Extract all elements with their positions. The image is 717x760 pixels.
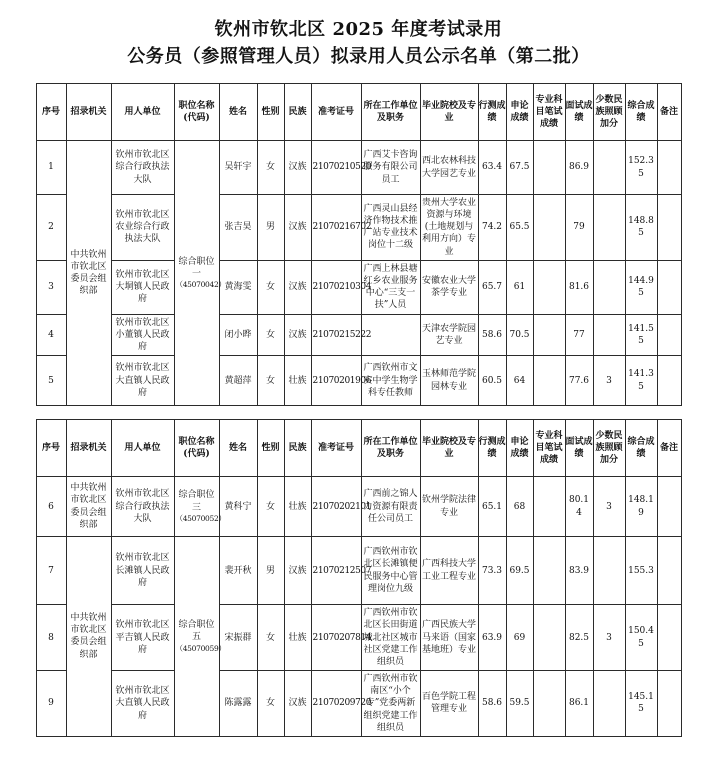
table-row xyxy=(36,605,681,671)
cell-major-written-score xyxy=(533,671,565,737)
cell-minority-bonus xyxy=(593,314,625,355)
column-header: 准考证号 xyxy=(311,420,361,477)
cell-interview-score: 82.5 xyxy=(565,605,593,671)
cell-interview-score: 86.9 xyxy=(565,141,593,195)
column-header: 少数民族照顾加分 xyxy=(593,420,625,477)
cell-gender: 女 xyxy=(257,260,284,314)
cell-ethnicity: 汉族 xyxy=(284,141,311,195)
table-row xyxy=(36,141,681,195)
column-header: 专业科目笔试成绩 xyxy=(533,84,565,141)
cell-exam-no: 21070212507 xyxy=(311,537,361,605)
cell-xingce-score: 58.6 xyxy=(478,314,506,355)
cell-seq: 2 xyxy=(36,195,66,261)
cell-agency: 中共钦州市钦北区委员会组织部 xyxy=(66,537,111,737)
cell-ethnicity: 壮族 xyxy=(284,605,311,671)
cell-name: 陈露露 xyxy=(219,671,257,737)
cell-work-unit: 广西钦州市钦北区长滩镇便民服务中心管理岗位九级 xyxy=(361,537,420,605)
cell-total-score: 148.19 xyxy=(625,477,657,537)
cell-total-score: 141.55 xyxy=(625,314,657,355)
column-header: 序号 xyxy=(36,84,66,141)
cell-school: 钦州学院法律专业 xyxy=(420,477,478,537)
table-row xyxy=(36,671,681,737)
cell-minority-bonus: 3 xyxy=(593,356,625,406)
cell-total-score: 155.3 xyxy=(625,537,657,605)
roster-table-1 xyxy=(36,83,682,406)
cell-total-score: 150.45 xyxy=(625,605,657,671)
cell-school: 安徽农业大学茶学专业 xyxy=(420,260,478,314)
column-header: 性别 xyxy=(257,420,284,477)
position-code: （45070042） xyxy=(175,280,226,290)
cell-shenlun-score: 65.5 xyxy=(506,195,533,261)
cell-work-unit: 广西前之锦人力资源有限责任公司员工 xyxy=(361,477,420,537)
cell-major-written-score xyxy=(533,314,565,355)
cell-employer: 钦州市钦北区长滩镇人民政府 xyxy=(111,537,174,605)
cell-work-unit: 广西上林县塘红乡农业服务中心“三支一扶”人员 xyxy=(361,260,420,314)
table-row xyxy=(36,260,681,314)
cell-total-score: 141.35 xyxy=(625,356,657,406)
cell-ethnicity: 壮族 xyxy=(284,356,311,406)
cell-interview-score: 83.9 xyxy=(565,537,593,605)
cell-employer: 钦州市钦北区农业综合行政执法大队 xyxy=(111,195,174,261)
cell-seq: 1 xyxy=(36,141,66,195)
document-title xyxy=(0,16,717,70)
cell-exam-no: 21070215222 xyxy=(311,314,361,355)
table-row xyxy=(36,195,681,261)
column-header: 序号 xyxy=(36,420,66,477)
cell-employer: 钦州市钦北区平吉镇人民政府 xyxy=(111,605,174,671)
column-header: 姓名 xyxy=(219,420,257,477)
column-header: 民族 xyxy=(284,420,311,477)
cell-total-score: 144.95 xyxy=(625,260,657,314)
cell-xingce-score: 65.1 xyxy=(478,477,506,537)
column-header: 用人单位 xyxy=(111,84,174,141)
column-header: 行测成绩 xyxy=(478,84,506,141)
cell-exam-no: 21070207814 xyxy=(311,605,361,671)
cell-remark xyxy=(657,671,681,737)
document-title-line1: 钦州市钦北区 2025 年度考试录用 xyxy=(214,19,503,40)
cell-seq: 4 xyxy=(36,314,66,355)
document-title-line2: 公务员（参照管理人员）拟录用人员公示名单（第二批） xyxy=(127,46,590,67)
cell-ethnicity: 汉族 xyxy=(284,537,311,605)
cell-work-unit: 广西艾卡咨询服务有限公司员工 xyxy=(361,141,420,195)
cell-employer: 钦州市钦北区大垌镇人民政府 xyxy=(111,260,174,314)
cell-employer: 钦州市钦北区大直镇人民政府 xyxy=(111,356,174,406)
table-row xyxy=(36,477,681,537)
cell-remark xyxy=(657,141,681,195)
cell-position xyxy=(174,477,226,537)
cell-name: 黄海雯 xyxy=(219,260,257,314)
cell-seq: 7 xyxy=(36,537,66,605)
cell-seq: 6 xyxy=(36,477,66,537)
cell-ethnicity: 壮族 xyxy=(284,477,311,537)
cell-work-unit: 广西钦州市钦北区长田街道城北社区城市社区党建工作组织员 xyxy=(361,605,420,671)
column-header: 备注 xyxy=(657,84,681,141)
cell-gender: 女 xyxy=(257,671,284,737)
column-header: 所在工作单位及职务 xyxy=(361,84,420,141)
column-header: 准考证号 xyxy=(311,84,361,141)
cell-minority-bonus xyxy=(593,195,625,261)
position-name: 综合职位五 xyxy=(178,620,215,643)
cell-school: 玉林师范学院园林专业 xyxy=(420,356,478,406)
cell-total-score: 148.85 xyxy=(625,195,657,261)
cell-major-written-score xyxy=(533,605,565,671)
cell-minority-bonus xyxy=(593,537,625,605)
cell-total-score: 152.35 xyxy=(625,141,657,195)
cell-name: 张吉昊 xyxy=(219,195,257,261)
cell-remark xyxy=(657,314,681,355)
cell-major-written-score xyxy=(533,260,565,314)
cell-shenlun-score: 61 xyxy=(506,260,533,314)
cell-exam-no: 21070210520 xyxy=(311,141,361,195)
cell-major-written-score xyxy=(533,477,565,537)
cell-gender: 女 xyxy=(257,477,284,537)
cell-gender: 女 xyxy=(257,356,284,406)
column-header: 备注 xyxy=(657,420,681,477)
column-header: 所在工作单位及职务 xyxy=(361,420,420,477)
cell-exam-no: 21070210304 xyxy=(311,260,361,314)
cell-shenlun-score: 67.5 xyxy=(506,141,533,195)
column-header: 招录机关 xyxy=(66,420,111,477)
position-name: 综合职位三 xyxy=(178,490,215,513)
column-header: 申论成绩 xyxy=(506,84,533,141)
cell-minority-bonus: 3 xyxy=(593,477,625,537)
table-row xyxy=(36,356,681,406)
cell-name: 黄科宁 xyxy=(219,477,257,537)
cell-employer: 钦州市钦北区综合行政执法大队 xyxy=(111,141,174,195)
column-header: 面试成绩 xyxy=(565,84,593,141)
cell-name: 黄超萍 xyxy=(219,356,257,406)
cell-interview-score: 80.14 xyxy=(565,477,593,537)
cell-interview-score: 86.1 xyxy=(565,671,593,737)
column-header: 综合成绩 xyxy=(625,84,657,141)
cell-work-unit: 广西灵山县经济作物技术推广站专业技术岗位十二级 xyxy=(361,195,420,261)
column-header: 毕业院校及专业 xyxy=(420,84,478,141)
cell-gender: 女 xyxy=(257,605,284,671)
cell-gender: 女 xyxy=(257,314,284,355)
cell-xingce-score: 73.3 xyxy=(478,537,506,605)
cell-remark xyxy=(657,356,681,406)
cell-xingce-score: 74.2 xyxy=(478,195,506,261)
column-header: 综合成绩 xyxy=(625,420,657,477)
cell-remark xyxy=(657,537,681,605)
cell-shenlun-score: 70.5 xyxy=(506,314,533,355)
cell-employer: 钦州市钦北区综合行政执法大队 xyxy=(111,477,174,537)
column-header: 姓名 xyxy=(219,84,257,141)
cell-interview-score: 79 xyxy=(565,195,593,261)
cell-minority-bonus xyxy=(593,671,625,737)
column-header: 民族 xyxy=(284,84,311,141)
header-row xyxy=(36,84,681,141)
column-header: 申论成绩 xyxy=(506,420,533,477)
cell-shenlun-score: 69.5 xyxy=(506,537,533,605)
cell-seq: 8 xyxy=(36,605,66,671)
header-row xyxy=(36,420,681,477)
cell-seq: 5 xyxy=(36,356,66,406)
cell-school: 广西民族大学马来语（国家基地班）专业 xyxy=(420,605,478,671)
cell-xingce-score: 63.9 xyxy=(478,605,506,671)
cell-exam-no: 21070201906 xyxy=(311,356,361,406)
column-header: 少数民族照顾加分 xyxy=(593,84,625,141)
cell-ethnicity: 汉族 xyxy=(284,260,311,314)
column-header: 行测成绩 xyxy=(478,420,506,477)
column-header: 毕业院校及专业 xyxy=(420,420,478,477)
column-header: 职位名称(代码) xyxy=(174,420,219,477)
cell-remark xyxy=(657,260,681,314)
cell-xingce-score: 63.4 xyxy=(478,141,506,195)
cell-total-score: 145.15 xyxy=(625,671,657,737)
cell-xingce-score: 65.7 xyxy=(478,260,506,314)
position-code: （45070052） xyxy=(175,513,226,523)
cell-exam-no: 21070202101 xyxy=(311,477,361,537)
column-header: 用人单位 xyxy=(111,420,174,477)
column-header: 面试成绩 xyxy=(565,420,593,477)
table-row xyxy=(36,537,681,605)
cell-interview-score: 77 xyxy=(565,314,593,355)
cell-name: 宋振群 xyxy=(219,605,257,671)
cell-major-written-score xyxy=(533,141,565,195)
cell-school: 天津农学院园艺专业 xyxy=(420,314,478,355)
roster-table-2 xyxy=(36,419,682,737)
cell-exam-no: 21070216702 xyxy=(311,195,361,261)
cell-work-unit: 广西钦州市钦南区“小个专”党委两新组织党建工作组织员 xyxy=(361,671,420,737)
cell-exam-no: 21070209720 xyxy=(311,671,361,737)
cell-agency: 中共钦州市钦北区委员会组织部 xyxy=(66,141,111,406)
cell-gender: 女 xyxy=(257,141,284,195)
column-header: 性别 xyxy=(257,84,284,141)
cell-position xyxy=(174,141,226,406)
column-header: 专业科目笔试成绩 xyxy=(533,420,565,477)
cell-shenlun-score: 59.5 xyxy=(506,671,533,737)
cell-position xyxy=(174,537,226,737)
cell-seq: 3 xyxy=(36,260,66,314)
cell-name: 吴轩宇 xyxy=(219,141,257,195)
cell-minority-bonus xyxy=(593,260,625,314)
cell-ethnicity: 汉族 xyxy=(284,671,311,737)
cell-remark xyxy=(657,605,681,671)
cell-employer: 钦州市钦北区大直镇人民政府 xyxy=(111,671,174,737)
cell-remark xyxy=(657,195,681,261)
cell-name: 闭小晔 xyxy=(219,314,257,355)
cell-xingce-score: 60.5 xyxy=(478,356,506,406)
cell-school: 西北农林科技大学园艺专业 xyxy=(420,141,478,195)
cell-agency: 中共钦州市钦北区委员会组织部 xyxy=(66,477,111,537)
cell-ethnicity: 汉族 xyxy=(284,195,311,261)
cell-xingce-score: 58.6 xyxy=(478,671,506,737)
cell-shenlun-score: 68 xyxy=(506,477,533,537)
cell-seq: 9 xyxy=(36,671,66,737)
cell-name: 裴开秋 xyxy=(219,537,257,605)
cell-major-written-score xyxy=(533,356,565,406)
cell-minority-bonus xyxy=(593,141,625,195)
cell-employer: 钦州市钦北区小董镇人民政府 xyxy=(111,314,174,355)
cell-remark xyxy=(657,477,681,537)
cell-minority-bonus: 3 xyxy=(593,605,625,671)
cell-school: 百色学院工程管理专业 xyxy=(420,671,478,737)
cell-major-written-score xyxy=(533,195,565,261)
cell-gender: 男 xyxy=(257,195,284,261)
cell-major-written-score xyxy=(533,537,565,605)
cell-ethnicity: 汉族 xyxy=(284,314,311,355)
cell-shenlun-score: 69 xyxy=(506,605,533,671)
cell-school: 贵州大学农业资源与环境(土地规划与利用方向）专业 xyxy=(420,195,478,261)
cell-work-unit: 广西钦州市文实中学生物学科专任教师 xyxy=(361,356,420,406)
column-header: 招录机关 xyxy=(66,84,111,141)
column-header: 职位名称(代码) xyxy=(174,84,219,141)
position-code: （45070059） xyxy=(175,643,226,653)
cell-school: 广西科技大学工业工程专业 xyxy=(420,537,478,605)
cell-interview-score: 81.6 xyxy=(565,260,593,314)
cell-shenlun-score: 64 xyxy=(506,356,533,406)
table-row xyxy=(36,314,681,355)
position-name: 综合职位一 xyxy=(178,256,215,279)
cell-gender: 男 xyxy=(257,537,284,605)
cell-interview-score: 77.6 xyxy=(565,356,593,406)
